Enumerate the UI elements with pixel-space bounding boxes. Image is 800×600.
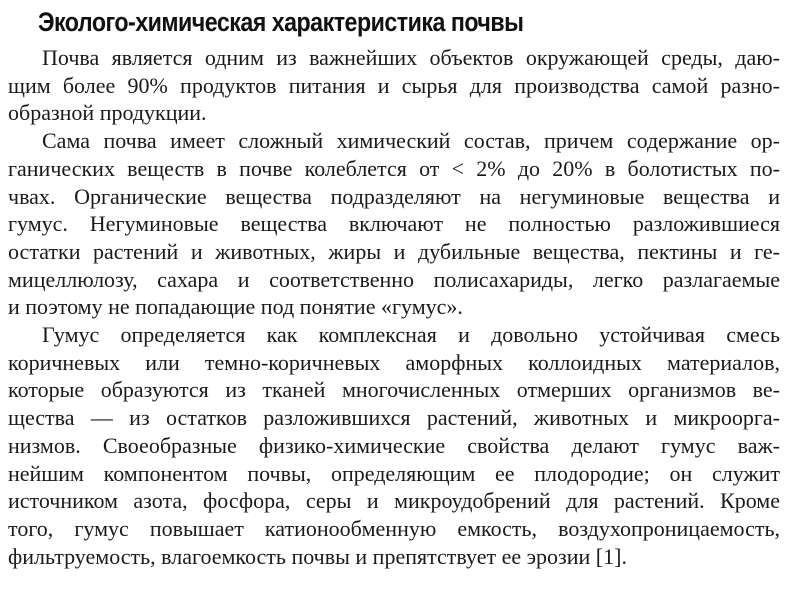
page-title: Эколого-химическая характеристика почвы: [38, 7, 524, 37]
paragraph-line: Почва является одним из важнейших объектов окружающей среды, даю-: [42, 45, 780, 70]
paragraph-line: и поэтому не попадающие под понятие «гумус».: [8, 294, 463, 320]
paragraph-line: Сама почва имеет сложный химический состав, причем содержание ор-: [42, 128, 780, 154]
paragraph-line: мицеллюлозу, сахара и соответственно полисахариды, легко разлагаемые: [8, 266, 780, 292]
paragraph-line: источником азота, фосфора, серы и микроудобрений для растений. Кроме: [8, 488, 780, 514]
paragraph-line: фильтруемость, влагоемкость почвы и препятствует ее эрозии [1].: [8, 543, 627, 569]
paragraph-line: коричневых или темно-коричневых аморфных коллоидных материалов,: [8, 349, 780, 375]
paragraph-line: остатки растений и животных, жиры и дубильные вещества, пектины и ге-: [8, 238, 780, 264]
paragraph-1: [8, 44, 780, 127]
paragraph-line: ганических веществ в почве колеблется от < 2% до 20% в болотистых по-: [8, 155, 780, 181]
paragraph-2: [8, 127, 780, 321]
paragraph-line: гумус. Негуминовые вещества включают не полностью разложившиеся: [8, 211, 780, 237]
paragraph-line: щества — из остатков разложившихся растений, животных и микроорга-: [8, 405, 780, 431]
paragraph-line: Гумус определяется как комплексная и довольно устойчивая смесь: [42, 322, 780, 348]
paragraph-line: щим более 90% продуктов питания и сырья для производства самой разно-: [8, 72, 780, 98]
paragraph-line: низмов. Своеобразные физико-химические свойства делают гумус важ-: [8, 432, 780, 458]
paragraph-line: того, гумус повышает катионообменную емкость, воздухопроницаемость,: [8, 515, 780, 541]
paragraph-line: образной продукции.: [8, 100, 207, 126]
paragraph-3: [8, 321, 780, 570]
paragraph-line: нейшим компонентом почвы, определяющим ее плодородие; он служит: [8, 460, 780, 486]
paragraph-line: которые образуются из тканей многочисленных отмерших организмов ве-: [8, 377, 780, 403]
paragraph-line: чвах. Органические вещества подразделяют на негуминовые вещества и: [8, 183, 780, 209]
